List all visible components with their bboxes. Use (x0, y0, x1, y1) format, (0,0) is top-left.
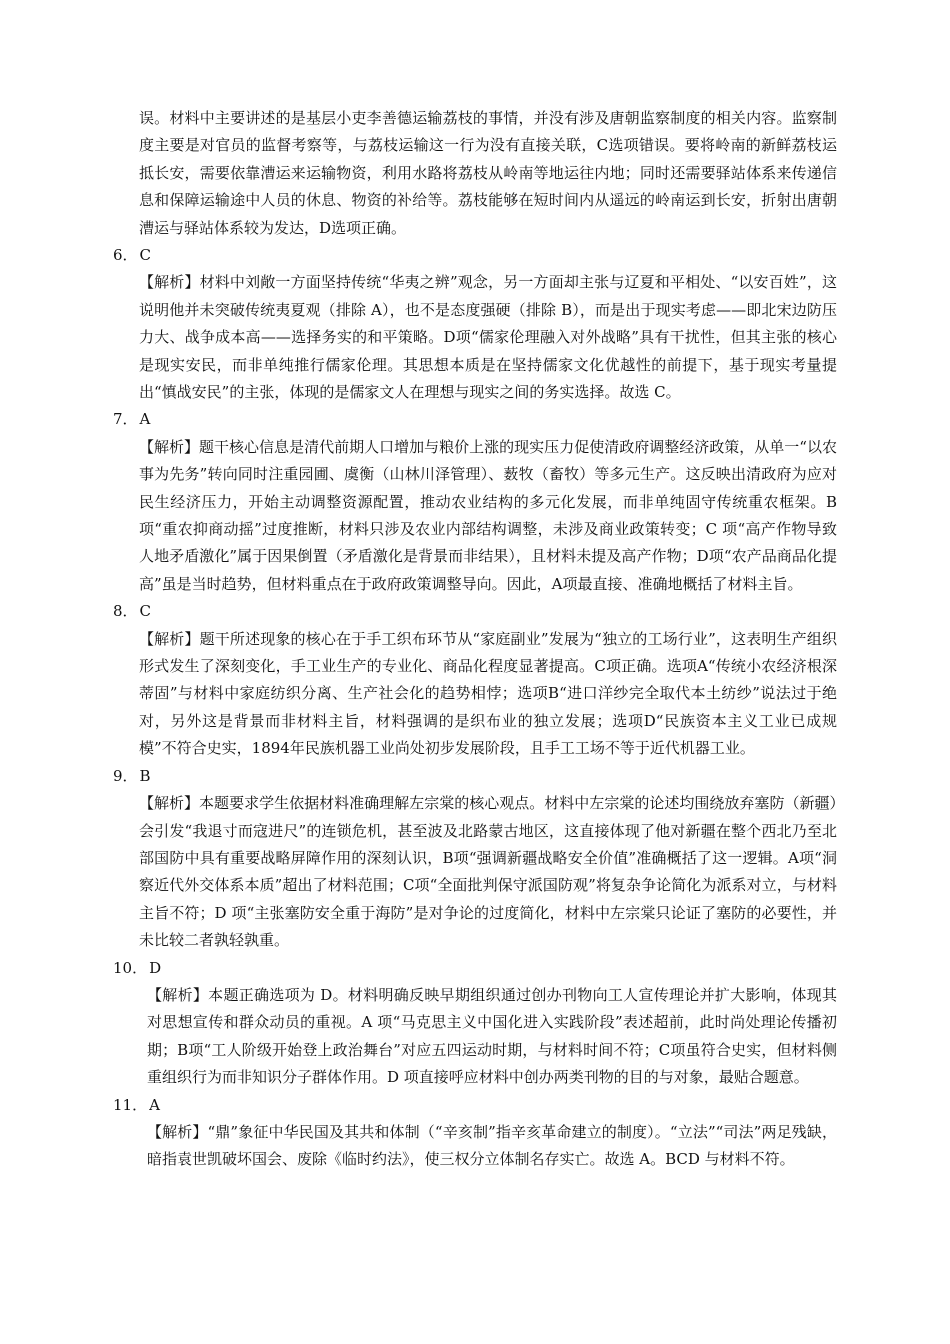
question-9-answer: B (139, 766, 151, 785)
question-7-analysis: 【解析】题干核心信息是清代前期人口增加与粮价上涨的现实压力促使清政府调整经济政策，从单一“以农事为先务”转向同时注重园圃、虞衡（山林川泽管理）、薮牧（畜牧）等多元生产。这反映出清政府为应对民生经济压力，开始主动调整资源配置，推动农业结构的多元化发展，而非单纯固守传统重农框架。B项“重农抑商动摇”过度推断，材料只涉及农业内部结构调整，未涉及商业政策转变；C 项“高产作物导致人地矛盾激化”属于因果倒置（矛盾激化是背景而非结果），且材料未提及高产作物；D项“农产品商品化提高”虽是当时趋势，但材料重点在于政府政策调整导向。因此，A项最直接、准确地概括了材料主旨。 (139, 437, 837, 593)
question-9-number: 9． (113, 766, 138, 785)
question-8-header (113, 598, 950, 625)
question-6-number: 6． (113, 246, 138, 265)
question-10-analysis: 【解析】本题正确选项为 D。材料明确反映早期组织通过创办刊物向工人宣传理论并扩大影响，体现其对思想宣传和群众动员的重视。A 项“马克思主义中国化进入实践阶段”表述超前，此时尚处理论传播初期；B项“工人阶级开始登上政治舞台”对应五四运动时期，与材料时间不符；C项虽符合史实，但材料侧重组织行为而非知识分子群体作用。D 项直接呼应材料中创办两类刊物的目的与对象，最贴合题意。 (147, 985, 837, 1087)
question-6-answer: C (139, 246, 152, 265)
question-7-number: 7． (113, 410, 138, 429)
continuation-paragraph: 误。材料中主要讲述的是基层小吏李善德运输荔枝的事情，并没有涉及唐朝监察制度的相关内容。监察制度主要是对官员的监督考察等，与荔枝运输这一行为没有直接关联，C选项错误。要将岭南的新鲜荔枝运抵长安，需要依靠漕运来运输物资，利用水路将荔枝从岭南等地运往内地；同时还需要驿站体系来传递信息和保障运输途中人员的休息、物资的补给等。荔枝能够在短时间内从遥远的岭南运到长安，折射出唐朝漕运与驿站体系较为发达，D选项正确。 (139, 109, 837, 237)
question-11-analysis: 【解析】“鼎”象征中华民国及其共和体制（“辛亥制”指辛亥革命建立的制度）。“立法”“司法”两足残缺，暗指袁世凯破坏国会、废除《临时约法》，使三权分立体制名存实亡。故选 A。BCD 与材料不符。 (147, 1122, 837, 1169)
question-8-answer: C (139, 602, 152, 621)
question-6-analysis: 【解析】材料中刘敞一方面坚持传统“华夷之辨”观念，另一方面却主张与辽夏和平相处、“以安百姓”，这说明他并未突破传统夷夏观（排除 A），也不是态度强硬（排除 B），而是出于现实考虑——即北宋边防压力大、战争成本高——选择务实的和平策略。D项“儒家伦理融入对外战略”具有干扰性，但其主张的核心是现实安民，而非单纯推行儒家伦理。其思想本质是在坚持儒家文化优越性的前提下，基于现实考量提出“慎战安民”的主张，体现的是儒家文人在理想与现实之间的务实选择。故选 C。 (139, 273, 837, 402)
question-10-number: 10． (113, 958, 148, 977)
question-8-analysis: 【解析】题干所述现象的核心在于手工织布环节从“家庭副业”发展为“独立的工场行业”，这表明生产组织形式发生了深刻变化，手工业生产的专业化、商品化程度显著提高。C项正确。选项A“传统小农经济根深蒂固”与材料中家庭纺织分离、生产社会化的趋势相悖；选项B“进口洋纱完全取代本土纺纱”说法过于绝对，另外这是背景而非材料主旨，材料强调的是织布业的独立发展；选项D“民族资本主义工业已成规模”不符合史实，1894年民族机器工业尚处初步发展阶段，且手工工场不等于近代机器工业。 (139, 629, 837, 758)
question-8-number: 8． (113, 602, 138, 621)
question-9-header (113, 763, 950, 790)
question-7-answer: A (139, 410, 151, 429)
question-11-header (113, 1092, 950, 1119)
question-10-answer: D (149, 958, 162, 977)
question-9-analysis: 【解析】本题要求学生依据材料准确理解左宗棠的核心观点。材料中左宗棠的论述均围绕放弃塞防（新疆）会引发“我退寸而寇进尺”的连锁危机，甚至波及北路蒙古地区，这直接体现了他对新疆在整个西北乃至北部国防中具有重要战略屏障作用的深刻认识，B项“强调新疆战略安全价值”准确概括了这一逻辑。A项“洞察近代外交体系本质”超出了材料范围；C项“全面批判保守派国防观”将复杂争论简化为派系对立，与材料主旨不符；D 项“主张塞防安全重于海防”是对争论的过度简化，材料中左宗棠只论证了塞防的必要性，并未比较二者孰轻孰重。 (139, 794, 837, 950)
question-7-header (113, 406, 950, 433)
question-11-number: 11． (113, 1095, 148, 1114)
answer-sheet-page (0, 105, 950, 1174)
question-10-header (113, 955, 950, 982)
question-11-answer: A (149, 1095, 160, 1114)
question-6-header (113, 242, 950, 269)
